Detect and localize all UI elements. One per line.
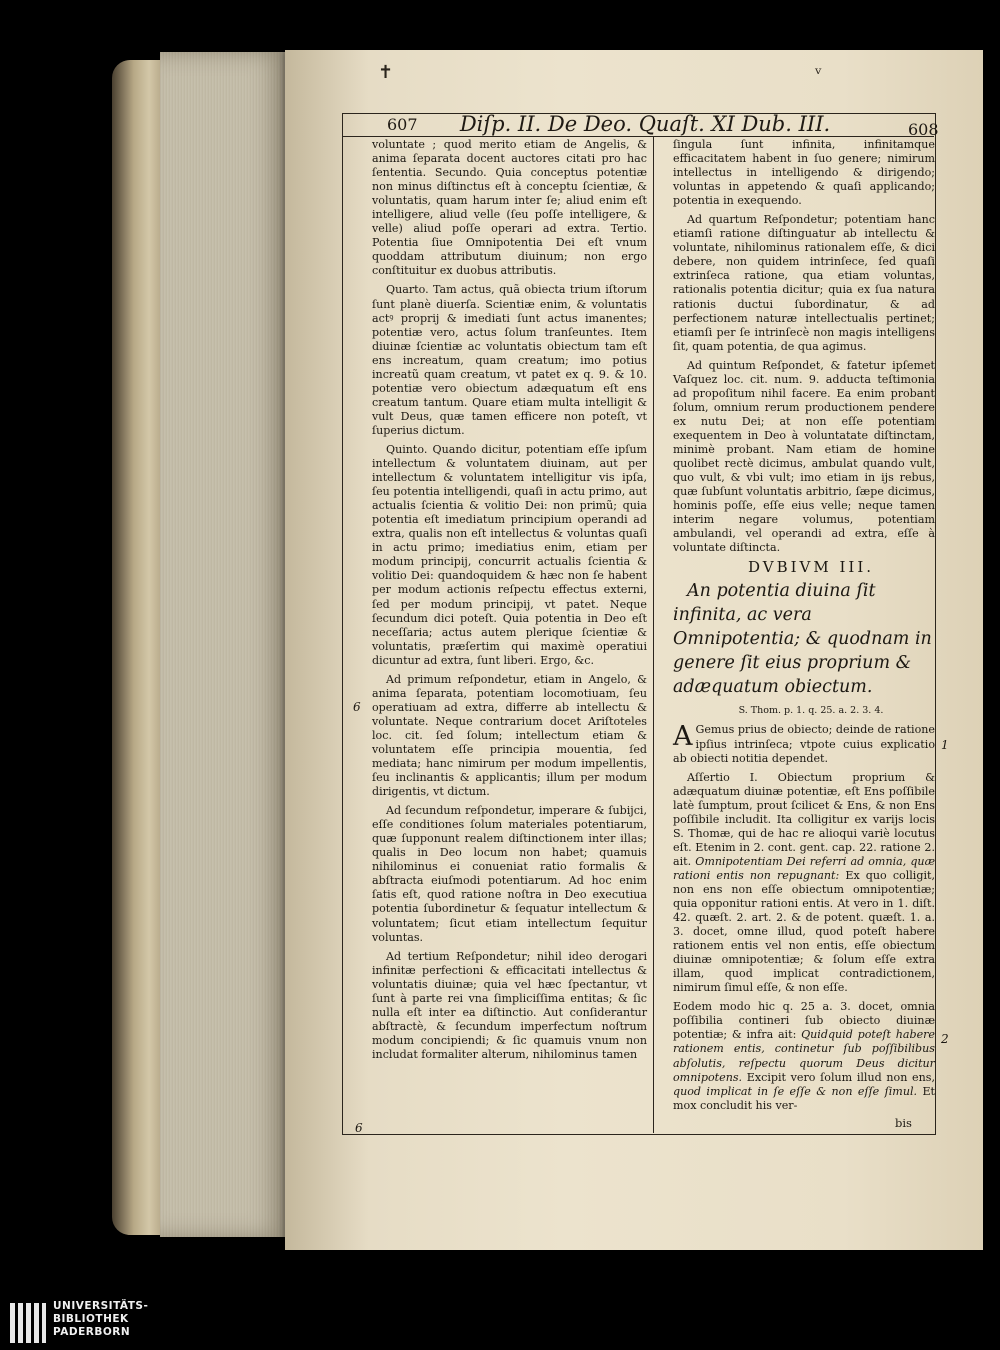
page-number-left: 607 bbox=[387, 115, 418, 134]
paragraph-text: Et mox concludit his ver- bbox=[673, 1084, 936, 1112]
library-logo-text bbox=[53, 1300, 148, 1339]
right-text-column bbox=[673, 138, 935, 1118]
footer-bar bbox=[0, 1300, 1000, 1350]
paragraph: Ad quintum Reſpondet, & fatetur ipſemet Vaſquez loc. cit. num. 9. adducta teſtimonia ad propoſitum nihil facere. Ea enim probant ſolum, omnium rerum productionem pendere ex nutu Dei; at non eſſe potentiam exequentem in Deo à voluntatate diſtinctam, minimè probant. Nam etiam de homine quolibet rectè dicimus, ambulat quando vult, quo vult, & vbi vult; imo etiam in ijs rebus, quæ ſubſunt voluntatis arbitrio, ſæpe dicimus, hominis poſſe, eſſe eius velle; neque tamen interim negare volumus, potentiam ambulandi, vel operandi ad extra, eſſe à voluntate diſtincta. bbox=[673, 358, 935, 555]
page-number-right: 608 bbox=[908, 120, 939, 139]
paragraph: voluntate ; quod merito etiam de Angelis, & anima ſeparata docent auctores citati pro hac ſententia. Secundo. Quia conceptus potentiæ non minus diſtinctus eſt à conceptu ſcientiæ, & voluntatis, quam harum inter ſe; aliud enim eſt intelligere, aliud velle (ſeu poſſe intelligere, & velle) aliud poſſe operari ad extra. Tertio. Potentia ſiue Omnipotentia Dei eſt vnum quoddam attributum diuinum; non ergo conſtituitur ex duobus attributis. bbox=[372, 138, 647, 278]
margin-number: 1 bbox=[941, 738, 949, 752]
paragraph: Quarto. Tam actus, quã obiecta trium iſtorum ſunt planè diuerſa. Scientiæ enim, & voluntatis actꝰ proprij & imediati ſunt actus imanentes; potentiæ vero, actus ſolum tranſeuntes. Item diuinæ ſcientiæ ac voluntatis obiectum tam eſt ens increatum, quam creatum; imo potius increatũ quam creatum, vt patet ex q. 9. & 10. potentiæ vero obiectum adæquatum eſt ens creatum tantum. Quare etiam multa intelligit & vult Deus, quæ tamen efficere non poteſt, vt ſuperius dictum. bbox=[372, 283, 647, 437]
dubium-reference: S. Thom. p. 1. q. 25. a. 2. 3. 4. bbox=[738, 705, 884, 717]
dubium-heading: DVBIVM III. bbox=[747, 558, 875, 577]
paragraph bbox=[673, 723, 935, 765]
paragraph-text: Eodem modo hic q. 25 a. 3. docet, omnia poſſibilia contineri ſub obiecto diuinæ potentiæ; & infra ait: bbox=[673, 1000, 935, 1042]
paragraph-text: Excipit vero ſolum illud non ens, bbox=[746, 1070, 935, 1084]
paragraph bbox=[673, 771, 935, 996]
library-logo-icon bbox=[10, 1303, 46, 1343]
paragraph: Ad ſecundum reſpondetur, imperare & ſubijci, eſſe conditiones ſolum materiales potentiarum, quæ ſupponunt realem diſtinctionem inter illas; qualis in Deo locum non habet; quamuis nihilominus ei conueniat ratio formalis & abſtracta eiuſmodi potentiarum. Ad hoc enim ſatis eſt, quod ratione noſtra in Deo executiua potentia ſubordinetur & ſequatur intellectum & voluntatem; ſicut etiam intellectum ſequitur voluntas. bbox=[372, 804, 647, 944]
paragraph: Ad primum reſpondetur, etiam in Angelo, & anima ſeparata, potentiam locomotiuam, ſeu operatiuam ad extra, differre ab intellectu & voluntate. Neque contrarium docet Ariſtoteles loc. cit. ſed ſolum; intellectum etiam & voluntatem eſſe principia mouentia, ſed mediata; hanc nimirum per modum impellentis, ſeu inclinantis & applicantis; illum per modum dirigentis, vt dictum. bbox=[372, 672, 647, 799]
paragraph: Ad quartum Reſpondetur; potentiam hanc etiamſi ratione diſtinguatur ab intellectu & voluntate, nihilominus rationalem eſſe, & dici debere, non quidem intrinſece, ſed quaſi extrinſeca ratione, qua etiam voluntas, rationalis potentia dicitur; quia ex ſua natura rationis ductui ſubordinatur, & ad perfectionem naturæ intellectualis pertinet; etiamſi per ſe intrinſecè non magis intelligens ſit, quam potentia, de qua agimus. bbox=[673, 213, 935, 353]
paragraph bbox=[673, 1000, 935, 1112]
column-divider bbox=[653, 137, 654, 1133]
top-right-mark: ᵥ bbox=[815, 58, 822, 79]
logo-line: PADERBORN bbox=[53, 1326, 131, 1338]
paragraph: Quinto. Quando dicitur, potentiam eſſe ipſum intellectum & voluntatem diuinam, aut per intellectum & voluntatem intelligitur vis ipſa, ſeu potentia intelligendi, quaſi in actu primo, aut actualis ſcientia & volitio Dei: non primũ; quia potentia eſt imediatum principium operandi ad extra, qualis non eſt intellectus & voluntas quaſi in actu primo; imediatius enim, etiam per modum principij, concurrit actualis ſcientia & volitio Dei: quandoquidem & hæc non ſe habent per modum actionis reſpectu effectus externi, ſed per modum principij, vt patet. Neque ſecundum dici poteſt. Quia potentia in Deo eſt neceſſaria; actus autem plerique ſcientiæ & voluntatis, præſertim qui maximè operatiui dicuntur ad extra, ſunt liberi. Ergo, &c. bbox=[372, 442, 647, 667]
dubium-title: An potentia diuina ſit infinita, ac vera Omnipotentia; & quodnam in genere ſit eius proprium & adæquatum obiectum. bbox=[673, 581, 932, 698]
top-left-mark: ✝ bbox=[378, 62, 394, 83]
margin-number: 6 bbox=[353, 700, 361, 714]
running-title: Diſp. II. De Deo. Quaſt. XI Dub. III. bbox=[459, 112, 831, 136]
quotation: Omnipotentiam Dei referri ad omnia, quæ rationi entis non repugnant: bbox=[673, 854, 935, 882]
paragraph-text: Ex quo colligit, non ens non eſſe obiectum omnipotentiæ; quia opponitur rationi entis. At vero in 1. diſt. 42. quæſt. 2. art. 2. & de potent. quæſt. 1. a. 3. docet, omne illud, quod poteſt habere rationem entis vel non entis, eſſe obiectum diuinæ omnipotentiæ; & ſolum eſſe extra illam, quod implicat contradictionem, nimirum ſimul eſſe, & non eſſe. bbox=[673, 868, 935, 995]
logo-line: UNIVERSITÄTS- bbox=[53, 1300, 149, 1312]
page-edges bbox=[160, 52, 290, 1237]
catchword: bis bbox=[895, 1116, 912, 1130]
header-rule bbox=[342, 136, 934, 137]
quotation: quod implicat in ſe eſſe & non eſſe ſimul. bbox=[673, 1084, 918, 1098]
left-text-column bbox=[372, 138, 647, 1067]
quotation: Quidquid poteſt habere rationem entis, continetur ſub poſſibilibus abſolutis, reſpectu quorum Deus dicitur omnipotens. bbox=[673, 1028, 935, 1084]
paragraph: Ad tertium Reſpondetur; nihil ideo derogari infinitæ perfectioni & efficacitati intellectus & voluntatis diuinæ; quia vel hæc ſpectantur, vt ſunt à parte rei vna ſimpliciſſima entitas; & ſic nulla eſt inter ea diſtinctio. Aut conſiderantur abſtractè, & ſecundum imperfectum noſtrum modum concipiendi; & ſic quamuis vnum non includat formaliter alterum, nihilominus tamen bbox=[372, 949, 647, 1061]
margin-number: 6 bbox=[355, 1121, 363, 1135]
drop-cap: A bbox=[673, 721, 693, 753]
margin-number: 2 bbox=[941, 1032, 949, 1046]
paragraph-text: Aſſertio I. Obiectum proprium & adæquatum diuinæ potentiæ, eſt Ens poſſibile latè ſumptum, prout ſcilicet & Ens, & non Ens poſſibile includit. Ita colligitur ex varijs locis S. Thomæ, qui de hac re alioqui variè locutus eſt. Etenim in 2. cont. gent. cap. 22. ratione 2. ait. bbox=[673, 770, 935, 868]
paragraph-text: Gemus prius de obiecto; deinde de ratione ipſius intrinſeca; vtpote cuius explicatio ab obiecti notitia dependet. bbox=[673, 723, 935, 765]
paragraph: ſingula ſunt infinita, infinitamque efficacitatem habent in ſuo genere; nimirum intellectus in intelligendo & dirigendo; voluntas in appetendo & quaſi applicando; potentia in exequendo. bbox=[673, 138, 935, 208]
logo-line: BIBLIOTHEK bbox=[53, 1313, 129, 1325]
